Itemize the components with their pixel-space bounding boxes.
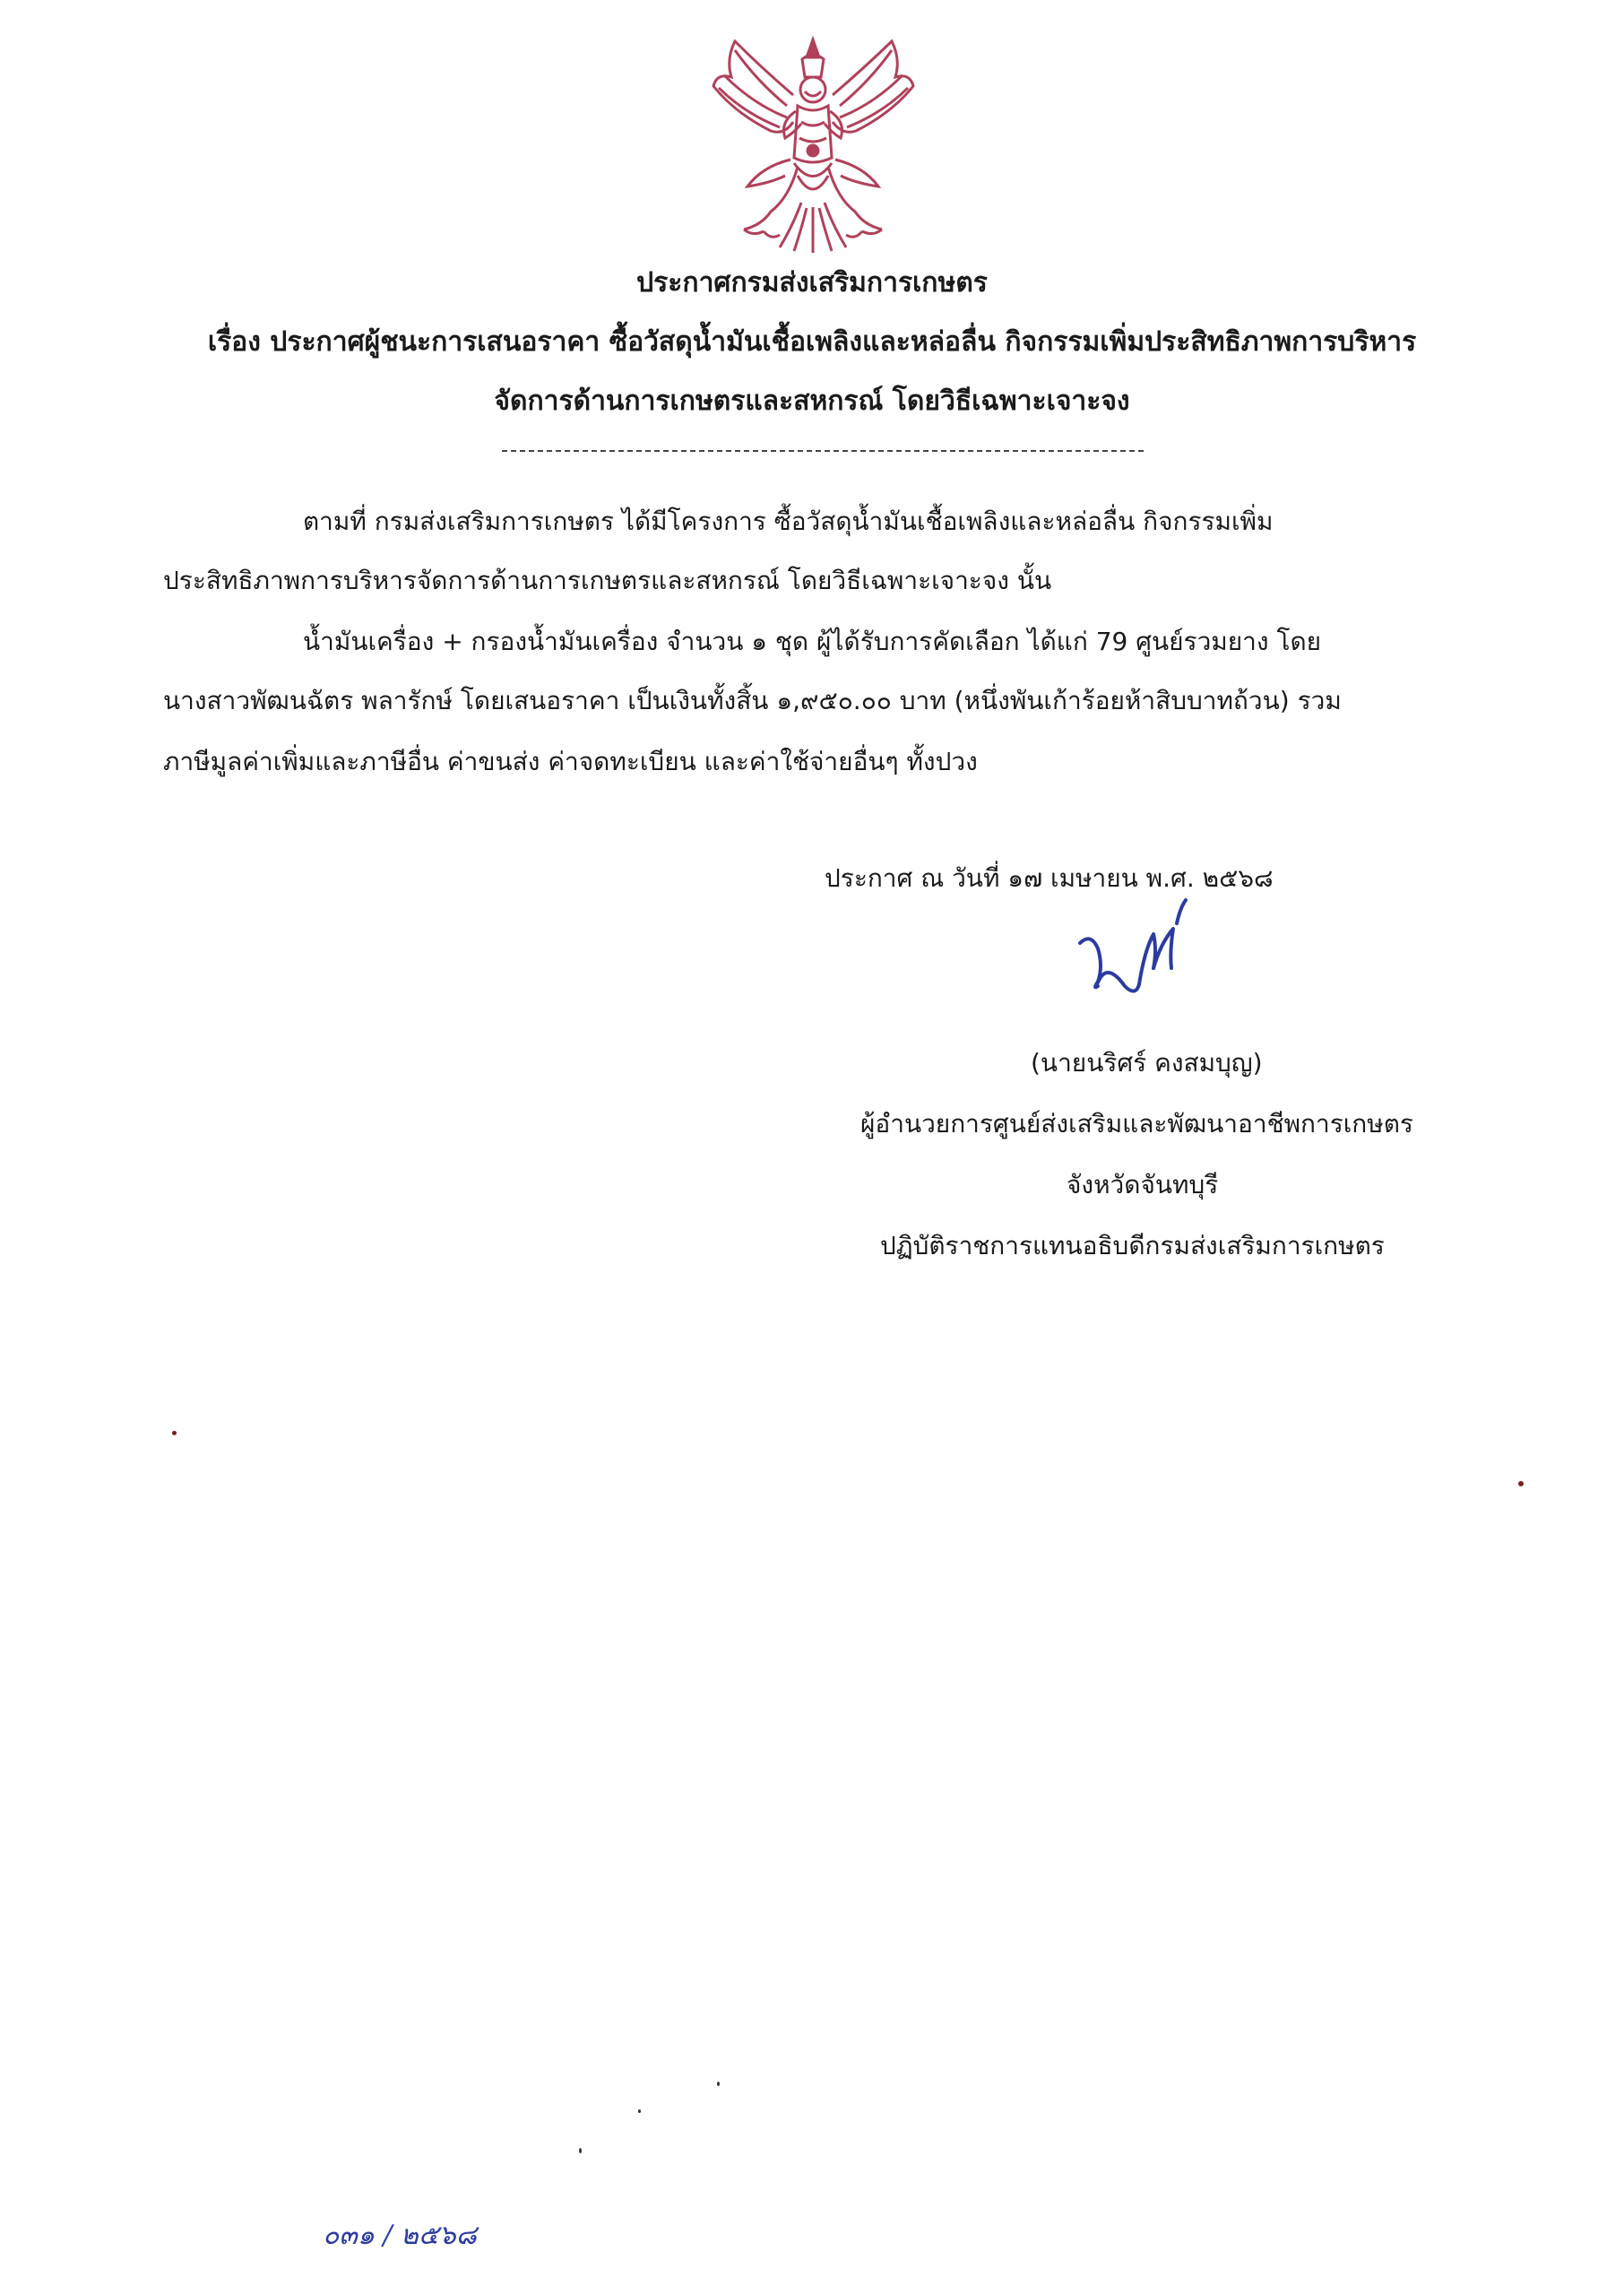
scan-speck <box>638 2109 641 2113</box>
scan-speck <box>1518 1481 1524 1486</box>
body-paragraph-2-line-3: ภาษีมูลค่าเพิ่มและภาษีอื่น ค่าขนส่ง ค่าจดทะเบียน และค่าใช้จ่ายอื่นๆ ทั้งปวง <box>163 747 978 776</box>
announcement-date: ประกาศ ณ วันที่ ๑๗ เมษายน พ.ศ. ๒๕๖๘ <box>825 863 1274 893</box>
body-paragraph-1-line-2: ประสิทธิภาพการบริหารจัดการด้านการเกษตรและสหกรณ์ โดยวิธีเฉพาะเจาะจง นั้น <box>163 566 1052 595</box>
signer-acting-title: ปฏิบัติราชการแทนอธิบดีกรมส่งเสริมการเกษตร <box>880 1231 1385 1260</box>
signer-position: ผู้อำนวยการศูนย์ส่งเสริมและพัฒนาอาชีพการเกษตร <box>860 1109 1413 1139</box>
announcement-title: ประกาศกรมส่งเสริมการเกษตร <box>636 267 988 299</box>
body-paragraph-1-line-1: ตามที่ กรมส่งเสริมการเกษตร ได้มีโครงการ ซื้อวัสดุน้ำมันเชื้อเพลิงและหล่อลื่น กิจกรรมเพิ่ม <box>303 507 1274 536</box>
scan-speck <box>172 1431 177 1435</box>
subject-line-2: จัดการด้านการเกษตรและสหกรณ์ โดยวิธีเฉพาะเจาะจง <box>494 385 1130 417</box>
garuda-emblem-icon <box>708 32 919 256</box>
body-paragraph-2-line-2: นางสาวพัฒนฉัตร พลารักษ์ โดยเสนอราคา เป็นเงินทั้งสิ้น ๑,๙๕๐.๐๐ บาท (หนึ่งพันเก้าร้อยห้าสิบบาทถ้วน) รวม <box>163 686 1342 715</box>
subject-line-1: เรื่อง ประกาศผู้ชนะการเสนอราคา ซื้อวัสดุน้ำมันเชื้อเพลิงและหล่อลื่น กิจกรรมเพิ่มประสิทธิภาพการบริหาร <box>207 326 1417 358</box>
signer-province: จังหวัดจันทบุรี <box>1067 1170 1219 1199</box>
section-divider <box>502 450 1144 452</box>
handwritten-signature <box>1071 896 1205 1004</box>
scan-speck <box>579 2148 582 2153</box>
handwritten-reference-number: ๐๓๑ / ๒๕๖๘ <box>323 2220 477 2251</box>
scan-speck <box>717 2082 720 2086</box>
signer-name: (นายนริศร์ คงสมบุญ) <box>1031 1048 1263 1078</box>
body-paragraph-2-line-1: น้ำมันเครื่อง + กรองน้ำมันเครื่อง จำนวน ๑ ชุด ผู้ได้รับการคัดเลือก ได้แก่ 79 ศูนย์รวมยาง โดย <box>303 627 1322 656</box>
